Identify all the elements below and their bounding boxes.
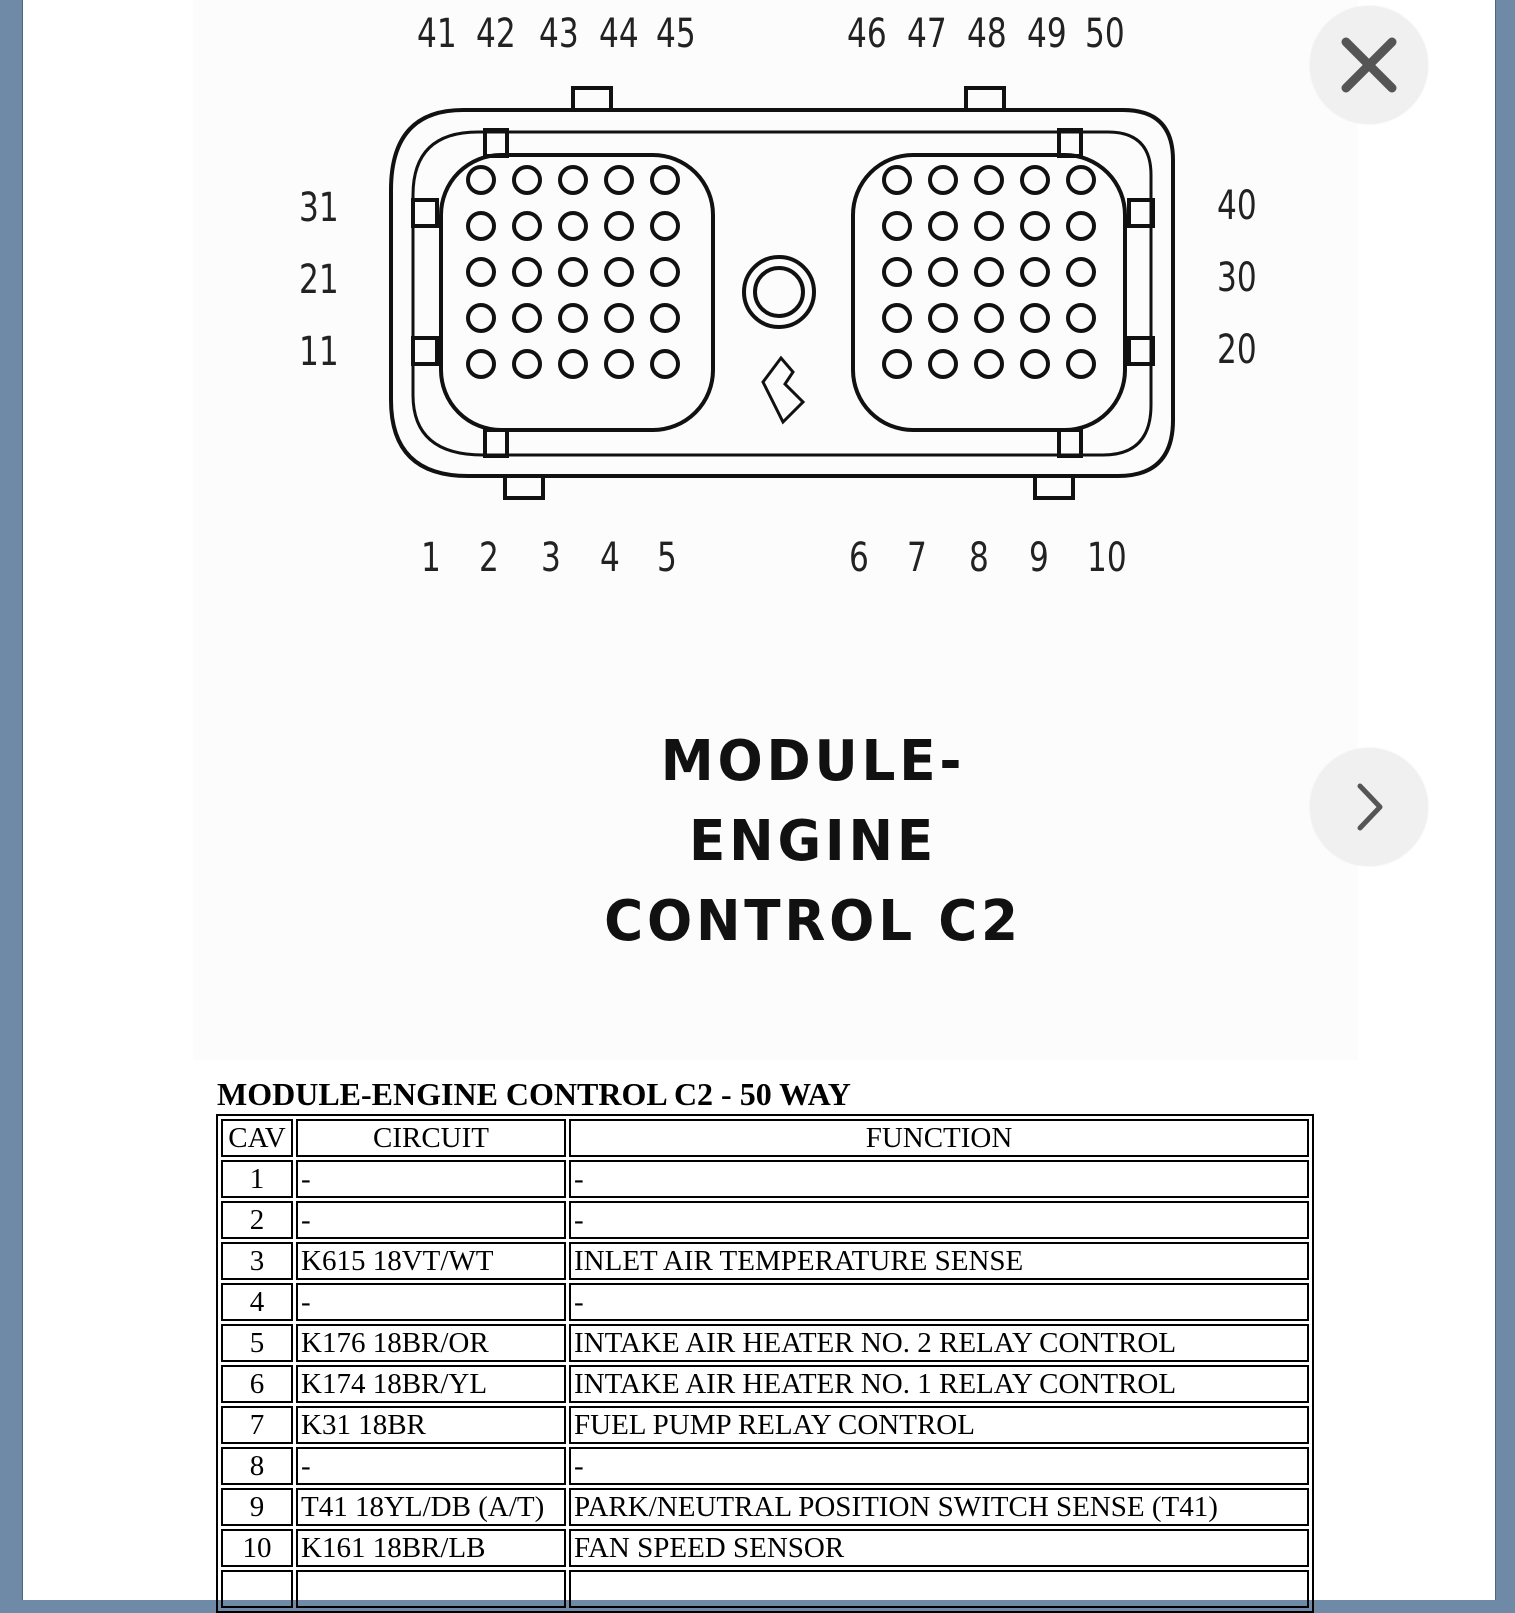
- cell-circuit: [296, 1570, 566, 1608]
- pin-label: 6: [849, 535, 869, 581]
- pin-hole: [514, 259, 540, 285]
- table-row: [221, 1488, 1309, 1526]
- table-header-row: [221, 1119, 1309, 1157]
- pin-hole: [884, 305, 910, 331]
- pin-label: 11: [299, 329, 339, 375]
- cell-circuit: K176 18BR/OR: [296, 1324, 566, 1362]
- pin-hole: [930, 351, 956, 377]
- pin-hole: [514, 167, 540, 193]
- cell-cav: [221, 1570, 293, 1608]
- cell-function: PARK/NEUTRAL POSITION SWITCH SENSE (T41): [569, 1488, 1309, 1526]
- diagram-title: [493, 722, 1133, 962]
- cell-function: INTAKE AIR HEATER NO. 1 RELAY CONTROL: [569, 1365, 1309, 1403]
- pin-hole: [606, 167, 632, 193]
- table-row: [221, 1201, 1309, 1239]
- table-row: [221, 1324, 1309, 1362]
- pin-hole: [652, 167, 678, 193]
- cell-function: FUEL PUMP RELAY CONTROL: [569, 1406, 1309, 1444]
- pin-label: 43: [539, 11, 579, 57]
- pin-hole: [652, 259, 678, 285]
- pin-hole: [1022, 351, 1048, 377]
- pin-hole: [884, 167, 910, 193]
- pin-hole: [606, 305, 632, 331]
- pin-hole: [976, 167, 1002, 193]
- pin-hole: [884, 259, 910, 285]
- pin-label: 46: [847, 11, 887, 57]
- cell-circuit: -: [296, 1447, 566, 1485]
- pin-label: 30: [1217, 255, 1257, 301]
- cell-cav: 1: [221, 1160, 293, 1198]
- cell-cav: 9: [221, 1488, 293, 1526]
- next-button[interactable]: [1310, 748, 1428, 866]
- cell-circuit: -: [296, 1201, 566, 1239]
- table-row: [221, 1529, 1309, 1567]
- pin-hole: [1068, 351, 1094, 377]
- diagram-title-line: MODULE-: [660, 729, 966, 794]
- pin-hole: [560, 351, 586, 377]
- pin-label: 10: [1087, 535, 1127, 581]
- pin-hole: [468, 213, 494, 239]
- cell-function: -: [569, 1201, 1309, 1239]
- diagram-title-line: CONTROL C2: [604, 889, 1022, 954]
- pin-hole: [468, 351, 494, 377]
- cell-function: [569, 1570, 1309, 1608]
- table-row: [221, 1242, 1309, 1280]
- pin-hole: [652, 305, 678, 331]
- pin-hole: [976, 351, 1002, 377]
- chevron-right-icon: [1310, 748, 1428, 866]
- cell-function: -: [569, 1283, 1309, 1321]
- header-function: FUNCTION: [569, 1119, 1309, 1157]
- pin-hole: [1022, 259, 1048, 285]
- pin-hole: [606, 351, 632, 377]
- close-button[interactable]: [1310, 6, 1428, 124]
- pin-hole: [976, 213, 1002, 239]
- table-caption: MODULE-ENGINE CONTROL C2 - 50 WAY: [217, 1076, 851, 1112]
- pin-label: 5: [657, 535, 677, 581]
- table-row: [221, 1283, 1309, 1321]
- pin-hole: [1022, 213, 1048, 239]
- table-row: [221, 1406, 1309, 1444]
- pin-label: 48: [967, 11, 1007, 57]
- cell-function: -: [569, 1160, 1309, 1198]
- pin-label: 31: [299, 185, 339, 231]
- pin-hole: [560, 259, 586, 285]
- cell-cav: 2: [221, 1201, 293, 1239]
- pin-label: 21: [299, 257, 339, 303]
- cell-circuit: K161 18BR/LB: [296, 1529, 566, 1567]
- pin-hole: [514, 213, 540, 239]
- close-icon: [1310, 6, 1428, 124]
- pin-hole: [1022, 305, 1048, 331]
- cell-function: INLET AIR TEMPERATURE SENSE: [569, 1242, 1309, 1280]
- pin-hole: [1068, 305, 1094, 331]
- document-page: [22, 0, 1496, 1600]
- pin-hole: [468, 305, 494, 331]
- pin-hole: [884, 351, 910, 377]
- cell-cav: 10: [221, 1529, 293, 1567]
- pin-label: 20: [1217, 327, 1257, 373]
- pin-label: 44: [599, 11, 639, 57]
- cell-function: INTAKE AIR HEATER NO. 2 RELAY CONTROL: [569, 1324, 1309, 1362]
- pin-hole: [468, 167, 494, 193]
- pin-label: 49: [1027, 11, 1067, 57]
- cell-circuit: K174 18BR/YL: [296, 1365, 566, 1403]
- pin-label: 2: [479, 535, 499, 581]
- pinout-table: [216, 1114, 1314, 1613]
- cell-cav: 6: [221, 1365, 293, 1403]
- table-row: [221, 1447, 1309, 1485]
- cell-circuit: T41 18YL/DB (A/T): [296, 1488, 566, 1526]
- pin-hole: [514, 305, 540, 331]
- header-circuit: CIRCUIT: [296, 1119, 566, 1157]
- cell-cav: 5: [221, 1324, 293, 1362]
- pin-hole: [606, 213, 632, 239]
- pin-hole: [930, 213, 956, 239]
- pin-hole: [884, 213, 910, 239]
- pin-hole: [514, 351, 540, 377]
- pin-label: 7: [907, 535, 927, 581]
- cell-cav: 3: [221, 1242, 293, 1280]
- diagram-title-line: ENGINE: [688, 809, 937, 874]
- pin-label: 40: [1217, 183, 1257, 229]
- pin-label: 47: [907, 11, 947, 57]
- pin-label: 45: [656, 11, 696, 57]
- pin-hole: [606, 259, 632, 285]
- cell-function: -: [569, 1447, 1309, 1485]
- pin-hole: [468, 259, 494, 285]
- table-row: [221, 1365, 1309, 1403]
- pin-hole: [976, 259, 1002, 285]
- table-row: [221, 1570, 1309, 1608]
- pin-label: 50: [1085, 11, 1125, 57]
- pin-hole: [560, 213, 586, 239]
- pin-hole: [1022, 167, 1048, 193]
- cell-circuit: -: [296, 1283, 566, 1321]
- pin-hole: [976, 305, 1002, 331]
- cell-cav: 4: [221, 1283, 293, 1321]
- pin-hole: [1068, 259, 1094, 285]
- pin-hole: [1068, 213, 1094, 239]
- cell-circuit: K31 18BR: [296, 1406, 566, 1444]
- pin-hole: [1068, 167, 1094, 193]
- pin-hole: [930, 305, 956, 331]
- pin-hole: [930, 167, 956, 193]
- pin-label: 8: [969, 535, 989, 581]
- cell-circuit: K615 18VT/WT: [296, 1242, 566, 1280]
- pin-hole: [560, 167, 586, 193]
- pin-hole: [652, 351, 678, 377]
- pin-hole: [652, 213, 678, 239]
- cell-cav: 8: [221, 1447, 293, 1485]
- pin-hole: [560, 305, 586, 331]
- pin-label: 4: [600, 535, 620, 581]
- header-cav: CAV: [221, 1119, 293, 1157]
- cell-cav: 7: [221, 1406, 293, 1444]
- cell-function: FAN SPEED SENSOR: [569, 1529, 1309, 1567]
- table-row: [221, 1160, 1309, 1198]
- pin-label: 41: [417, 11, 457, 57]
- pin-label: 3: [541, 535, 561, 581]
- pin-label: 1: [421, 535, 441, 581]
- pin-label: 9: [1029, 535, 1049, 581]
- pin-label: 42: [476, 11, 516, 57]
- pin-hole: [930, 259, 956, 285]
- cell-circuit: -: [296, 1160, 566, 1198]
